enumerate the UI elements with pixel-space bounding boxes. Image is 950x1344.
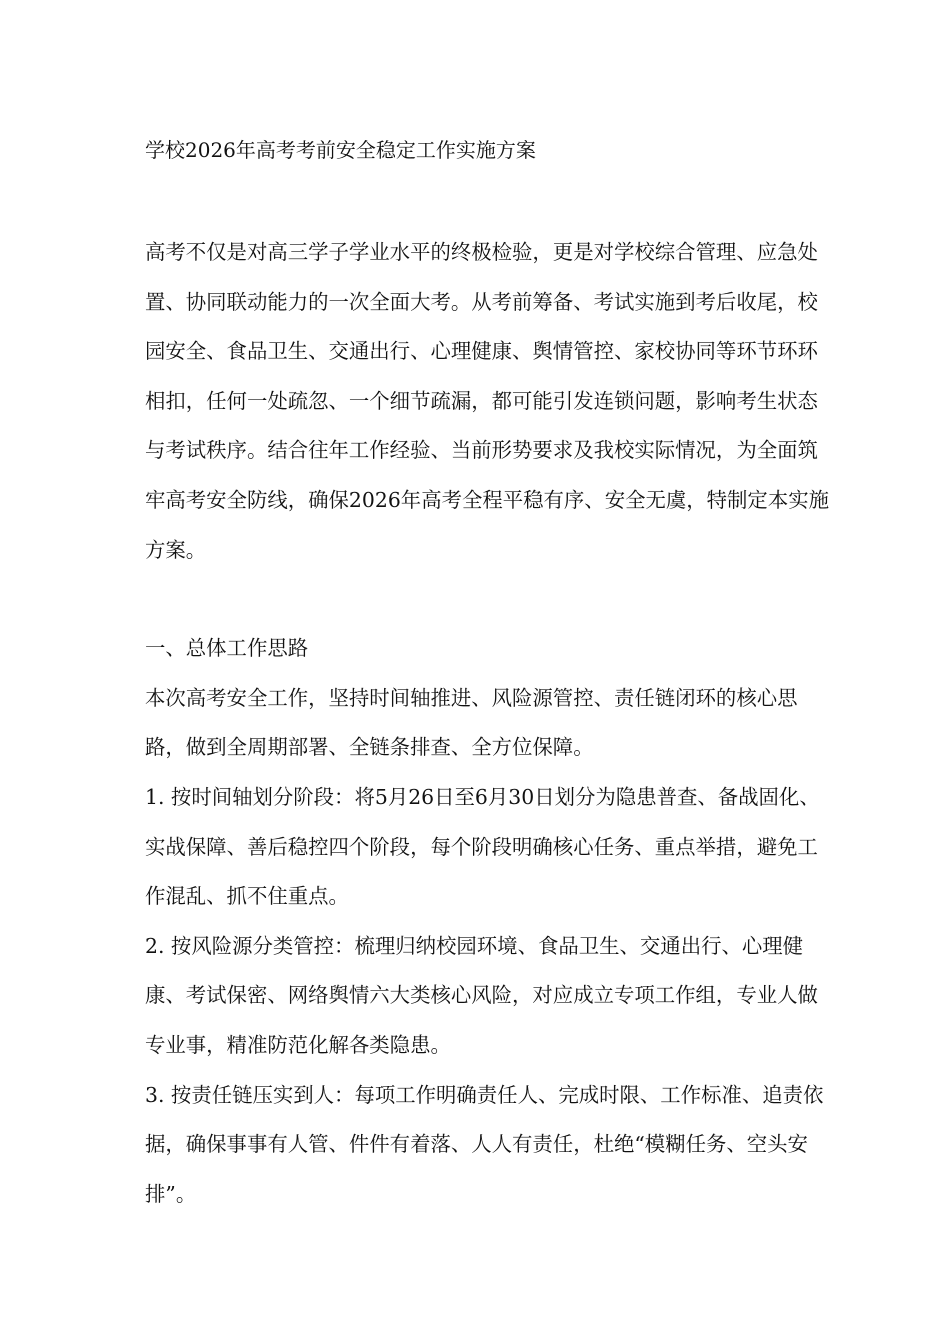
list-item-timeline: 1. 按时间轴划分阶段：将5月26日至6月30日划分为隐患普查、备战固化、实战保障、善后稳控四个阶段，每个阶段明确核心任务、重点举措，避免工作混乱、抓不住重点。 xyxy=(145,784,820,909)
document-title: 学校2026年高考考前安全稳定工作实施方案 xyxy=(145,138,536,162)
intro-paragraph: 高考不仅是对高三学子学业水平的终极检验，更是对学校综合管理、应急处置、协同联动能力的一次全面大考。从考前筹备、考试实施到考后收尾，校园安全、食品卫生、交通出行、心理健康、舆情管控、家校协同等环节环环相扣，任何一处疏忽、一个细节疏漏，都可能引发连锁问题，影响考生状态与考试秩序。结合往年工作经验、当前形势要求及我校实际情况，为全面筑牢高考安全防线，确保2026年高考全程平稳有序、安全无虞，特制定本实施方案。 xyxy=(145,240,829,562)
section-heading-overall-approach: 一、总体工作思路 xyxy=(145,636,309,661)
section-lead-paragraph: 本次高考安全工作，坚持时间轴推进、风险源管控、责任链闭环的核心思路，做到全周期部署、全链条排查、全方位保障。 xyxy=(145,685,798,760)
list-item-responsibility: 3. 按责任链压实到人：每项工作明确责任人、完成时限、工作标准、追责依据，确保事事有人管、件件有着落、人人有责任，杜绝“模糊任务、空头安排”。 xyxy=(145,1082,824,1206)
list-item-risk-control: 2. 按风险源分类管控：梳理归纳校园环境、食品卫生、交通出行、心理健康、考试保密、网络舆情六大类核心风险，对应成立专项工作组，专业人做专业事，精准防范化解各类隐患。 xyxy=(145,933,818,1057)
document-body xyxy=(145,130,830,1219)
